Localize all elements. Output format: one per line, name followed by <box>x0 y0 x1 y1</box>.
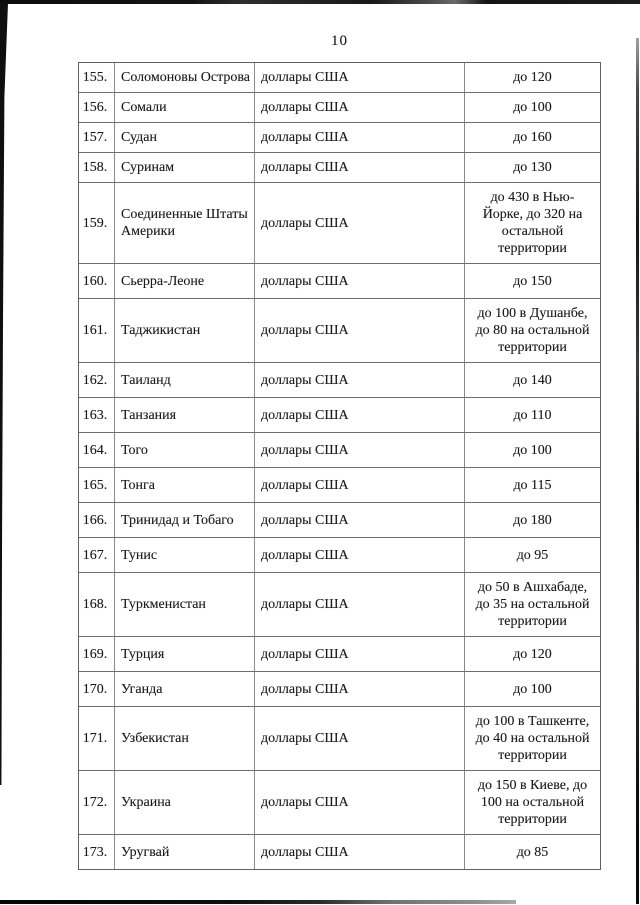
table-cell-country <box>115 183 255 263</box>
table-row <box>79 573 600 637</box>
table-cell-amount-text: до 150 в Киеве, до 100 на остальной территории <box>477 778 588 827</box>
table-cell-country <box>115 637 255 671</box>
table-cell-index-text: 167. <box>82 547 108 563</box>
table-cell-country <box>115 468 255 502</box>
table-cell-amount-text: до 100 <box>513 100 552 115</box>
table-row <box>79 468 600 503</box>
table-cell-index <box>79 264 115 298</box>
table-cell-country <box>115 63 255 92</box>
table-cell-country <box>115 363 255 397</box>
table-row <box>79 123 600 153</box>
table-cell-country <box>115 433 255 467</box>
table-cell-amount <box>465 672 600 706</box>
table-cell-index <box>79 538 115 572</box>
table-cell-currency <box>255 707 465 770</box>
table-cell-amount-text: до 100 в Душанбе, до 80 на остальной территории <box>475 306 590 355</box>
scan-artifact-left-bar <box>0 3 8 785</box>
table-cell-country <box>115 573 255 636</box>
table-cell-index <box>79 637 115 671</box>
table-cell-amount <box>465 153 600 182</box>
table-cell-amount-text: до 110 <box>513 407 552 423</box>
table-cell-country-text: Танзания <box>121 407 177 423</box>
table-cell-index <box>79 153 115 182</box>
table-cell-currency-text: доллары США <box>261 477 349 493</box>
table-cell-amount <box>465 123 600 152</box>
table-cell-currency-text: доллары США <box>261 215 349 231</box>
table-row <box>79 183 600 264</box>
table-cell-index <box>79 299 115 362</box>
table-cell-currency-text: доллары США <box>261 70 349 85</box>
table-cell-country-text: Сомали <box>121 100 167 115</box>
table-cell-currency-text: доллары США <box>261 323 349 338</box>
table-cell-amount-text: до 85 <box>516 844 549 860</box>
table-cell-index <box>79 573 115 636</box>
table-cell-index <box>79 468 115 502</box>
table-cell-amount-text: до 95 <box>516 547 549 563</box>
table-cell-country-text: Турция <box>121 646 165 662</box>
table-cell-country-text: Тунис <box>121 547 158 563</box>
table-cell-country-text: Соединенные Штаты Америки <box>121 207 248 239</box>
table-cell-currency-text: доллары США <box>261 160 349 175</box>
table-cell-currency <box>255 637 465 671</box>
table-cell-country-text: Уругвай <box>121 844 170 860</box>
table-cell-country-text: Украина <box>121 795 171 810</box>
table-row <box>79 363 600 398</box>
table-cell-currency <box>255 264 465 298</box>
table-cell-country-text: Узбекистан <box>121 731 189 746</box>
table-cell-country <box>115 707 255 770</box>
table-cell-currency <box>255 183 465 263</box>
table-cell-country <box>115 538 255 572</box>
table-cell-amount-text: до 130 <box>513 160 552 175</box>
table-cell-amount <box>465 183 600 263</box>
table-cell-currency-text: доллары США <box>261 130 349 145</box>
table-cell-amount <box>465 93 600 122</box>
table-cell-index <box>79 433 115 467</box>
table-cell-index-text: 161. <box>82 323 108 338</box>
table-cell-country <box>115 503 255 537</box>
table-cell-index-text: 166. <box>82 512 108 528</box>
table-cell-currency <box>255 835 465 869</box>
table-cell-country <box>115 398 255 432</box>
table-cell-currency <box>255 503 465 537</box>
table-cell-amount <box>465 707 600 770</box>
table-cell-amount-text: до 50 в Ашхабаде, до 35 на остальной территории <box>475 580 590 629</box>
table-row <box>79 299 600 363</box>
table-cell-index <box>79 771 115 834</box>
table-cell-index-text: 155. <box>82 70 108 85</box>
table-cell-index-text: 172. <box>82 795 108 810</box>
table-row <box>79 264 600 299</box>
table-cell-index-text: 168. <box>82 597 108 612</box>
table-cell-country <box>115 264 255 298</box>
table-cell-currency <box>255 123 465 152</box>
table-cell-currency-text: доллары США <box>261 731 349 746</box>
table-cell-currency <box>255 468 465 502</box>
table-cell-currency-text: доллары США <box>261 844 349 860</box>
table-row <box>79 503 600 538</box>
table-cell-amount-text: до 115 <box>513 477 552 493</box>
table-cell-index-text: 173. <box>82 844 108 860</box>
table-cell-currency-text: доллары США <box>261 597 349 612</box>
table-cell-index-text: 159. <box>82 215 108 231</box>
table-cell-currency <box>255 672 465 706</box>
table-cell-index <box>79 363 115 397</box>
table-cell-index <box>79 183 115 263</box>
table-row <box>79 538 600 573</box>
table-cell-index-text: 156. <box>82 100 108 115</box>
table-cell-index-text: 157. <box>82 130 108 145</box>
table-row <box>79 433 600 468</box>
table-cell-country <box>115 299 255 362</box>
table-cell-index <box>79 835 115 869</box>
table-cell-index <box>79 503 115 537</box>
table-cell-currency-text: доллары США <box>261 442 349 458</box>
table-cell-index-text: 170. <box>82 681 108 697</box>
table-cell-index-text: 171. <box>82 731 108 746</box>
table-cell-amount-text: до 120 <box>513 646 552 662</box>
table-cell-index <box>79 398 115 432</box>
table-cell-country-text: Того <box>121 442 148 458</box>
table-row <box>79 707 600 771</box>
table-cell-amount <box>465 363 600 397</box>
table-row <box>79 637 600 672</box>
table-cell-country-text: Таджикистан <box>121 323 201 338</box>
table-cell-amount-text: до 140 <box>513 372 552 388</box>
table-row <box>79 93 600 123</box>
table-cell-amount <box>465 264 600 298</box>
table-row <box>79 153 600 183</box>
table-cell-amount <box>465 503 600 537</box>
table-cell-index <box>79 123 115 152</box>
table-cell-currency <box>255 153 465 182</box>
scan-artifact-bottom-bar <box>0 900 516 904</box>
table-cell-country-text: Таиланд <box>121 372 171 388</box>
table-cell-index-text: 162. <box>82 372 108 388</box>
table-cell-index-text: 165. <box>82 477 108 493</box>
table-cell-currency-text: доллары США <box>261 407 349 423</box>
table-cell-currency-text: доллары США <box>261 273 349 289</box>
table-cell-country-text: Тонга <box>121 477 155 493</box>
table-row <box>79 835 600 869</box>
table-cell-amount-text: до 100 <box>513 681 552 697</box>
table-cell-country <box>115 835 255 869</box>
scan-artifact-top-bar <box>0 0 640 4</box>
table-cell-index-text: 158. <box>82 160 108 175</box>
table-cell-country-text: Суринам <box>121 160 175 175</box>
table-cell-currency <box>255 771 465 834</box>
table-cell-amount-text: до 120 <box>513 70 552 85</box>
table-cell-currency-text: доллары США <box>261 100 349 115</box>
table-cell-index-text: 160. <box>82 273 108 289</box>
table-row <box>79 672 600 707</box>
table-cell-amount <box>465 771 600 834</box>
table-cell-amount-text: до 160 <box>513 130 552 145</box>
table-cell-amount-text: до 100 <box>513 442 552 458</box>
table-cell-index <box>79 672 115 706</box>
table-cell-country <box>115 672 255 706</box>
table-cell-currency <box>255 433 465 467</box>
table-cell-country-text: Судан <box>121 130 157 145</box>
table-cell-currency <box>255 538 465 572</box>
table-cell-index-text: 169. <box>82 646 108 662</box>
table-cell-amount <box>465 573 600 636</box>
table-cell-index <box>79 707 115 770</box>
table-cell-amount-text: до 150 <box>513 273 552 289</box>
table-cell-currency-text: доллары США <box>261 547 349 563</box>
table-cell-currency <box>255 398 465 432</box>
table-cell-amount-text: до 180 <box>513 512 552 528</box>
table-cell-currency <box>255 363 465 397</box>
table-cell-currency <box>255 573 465 636</box>
table-cell-currency-text: доллары США <box>261 372 349 388</box>
table-cell-index-text: 164. <box>82 442 108 458</box>
table-cell-amount <box>465 637 600 671</box>
table-cell-currency-text: доллары США <box>261 681 349 697</box>
table-cell-amount <box>465 468 600 502</box>
table-cell-country-text: Тринидад и Тобаго <box>121 512 234 528</box>
table-cell-country-text: Уганда <box>121 681 163 697</box>
table-cell-currency-text: доллары США <box>261 512 349 528</box>
table-cell-currency-text: доллары США <box>261 646 349 662</box>
currency-limits-table <box>78 62 601 870</box>
page-number: 10 <box>331 33 348 49</box>
table-cell-amount-text: до 100 в Ташкенте, до 40 на остальной территории <box>475 714 590 763</box>
scan-artifact-right-bar <box>636 38 639 904</box>
table-cell-amount <box>465 299 600 362</box>
table-cell-currency <box>255 63 465 92</box>
table-row <box>79 398 600 433</box>
table-cell-currency <box>255 93 465 122</box>
table-row <box>79 63 600 93</box>
table-cell-amount <box>465 398 600 432</box>
table-cell-amount <box>465 835 600 869</box>
table-cell-amount <box>465 538 600 572</box>
table-cell-country-text: Соломоновы Острова <box>121 70 250 85</box>
table-cell-country-text: Сьерра-Леоне <box>121 273 205 289</box>
table-cell-country-text: Туркменистан <box>121 597 206 612</box>
table-cell-currency <box>255 299 465 362</box>
table-cell-country <box>115 93 255 122</box>
table-cell-index <box>79 63 115 92</box>
table-cell-country <box>115 123 255 152</box>
table-cell-amount-text: до 430 в Нью-Йорке, до 320 на остальной территории <box>482 190 583 256</box>
table-cell-country <box>115 153 255 182</box>
table-cell-amount <box>465 433 600 467</box>
table-cell-country <box>115 771 255 834</box>
table-cell-index <box>79 93 115 122</box>
table-cell-amount <box>465 63 600 92</box>
table-cell-index-text: 163. <box>82 407 108 423</box>
table-cell-currency-text: доллары США <box>261 795 349 810</box>
table-row <box>79 771 600 835</box>
